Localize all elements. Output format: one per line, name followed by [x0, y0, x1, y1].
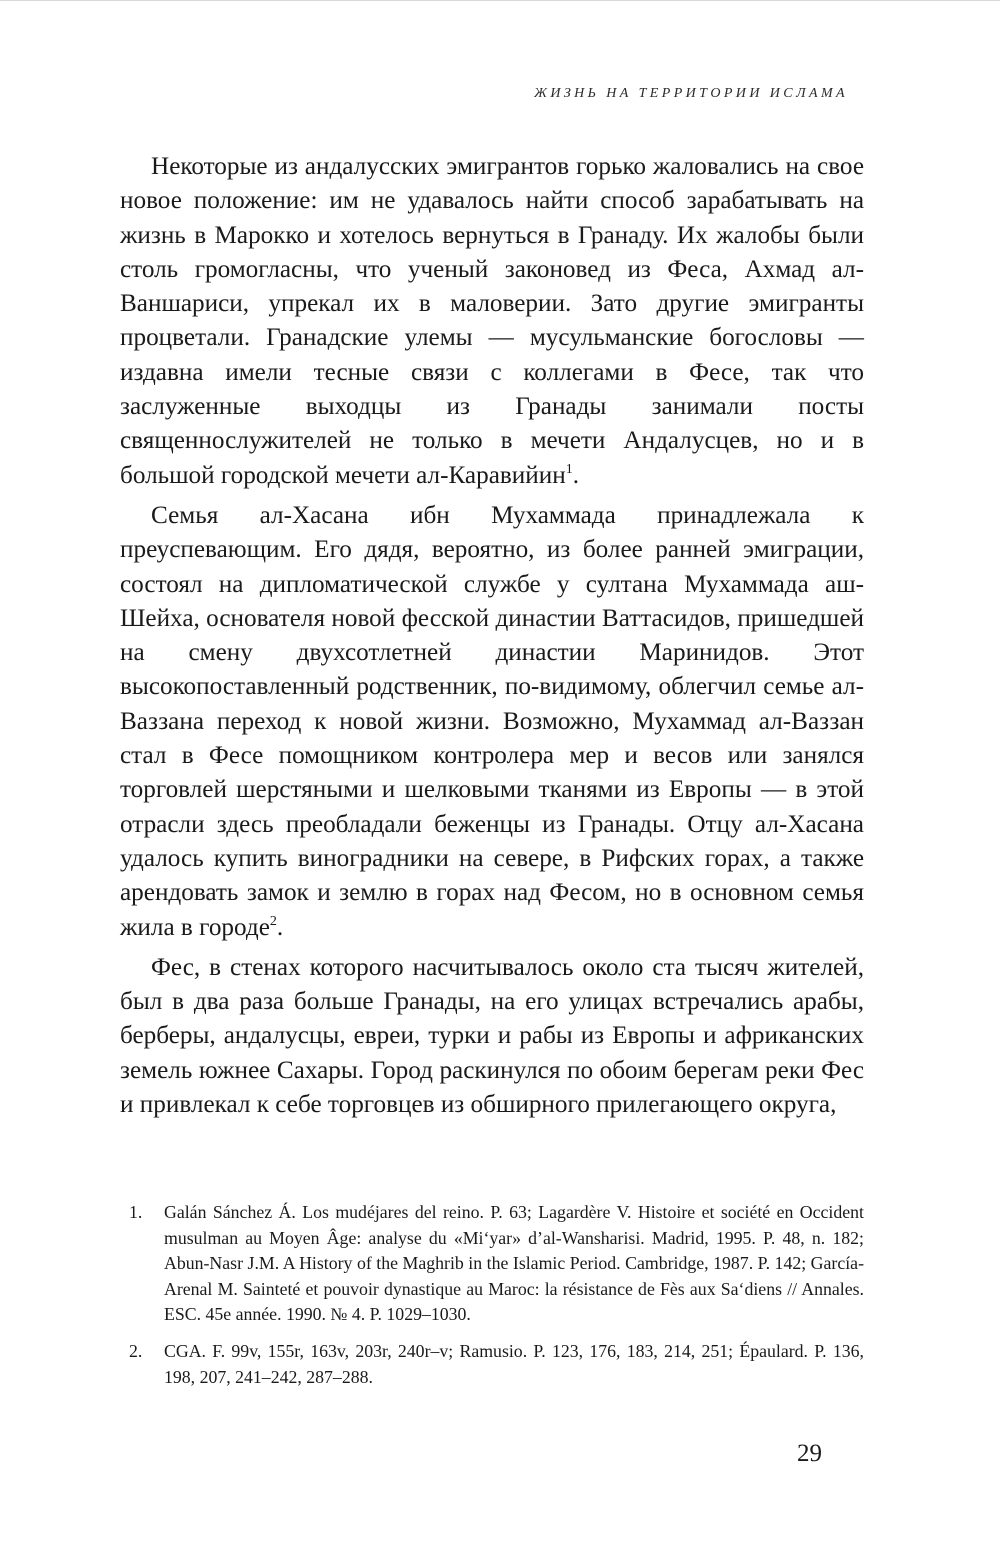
paragraph-2 [120, 499, 864, 945]
main-text [120, 150, 864, 1122]
paragraph-2-end: . [276, 913, 284, 941]
footnote-2-number: 2. [129, 1340, 143, 1361]
running-head: ЖИЗНЬ НА ТЕРРИТОРИИ ИСЛАМА [534, 86, 848, 101]
paragraph-1-end: . [572, 461, 579, 489]
paragraph-1-text: Некоторые из андалусских эмигрантов горько жаловались на свое новое положение: им не удавалось найти способ зарабатывать на жизнь в Марокко и хотелось вернуться в Гранаду. Их жалобы были столь громогласны, что ученый законовед из Феса, Ахмад ал-Ваншариси, упрекал их в маловерии. Зато другие эмигранты процветали. Гранадские улемы — мусульманские богословы — издавна имели тесные связи с коллегами в Фесе, так что заслуженные выходцы из Гранады занимали посты священнослужителей не только в мечети Андалусцев, но и в большой городской мечети ал-Каравийин [120, 153, 864, 489]
paragraph-3-text: Фес, в стенах которого насчитывалось около ста тысяч жителей, был в два раза больше Гранады, на его улицах встречались арабы, берберы, андалусцы, евреи, турки и рабы из Европы и африканских земель южнее Сахары. Город раскинулся по обоим берегам реки Фес и привлекал к себе торговцев из обширного прилегающего округа, [120, 953, 864, 1119]
footnote-ref-2[interactable]: 2 [269, 913, 277, 929]
footnote-ref-1[interactable]: 1 [565, 461, 573, 477]
paragraph-3 [120, 951, 864, 1122]
footnote-1-text: Galán Sánchez Á. Los mudéjares del reino. P. 63; Lagardère V. Histoire et société en Occident musulman au Moyen Âge: analyse du «Mi‘yar» d’al-Wansharisi. Madrid, 1995. P. 48, n. 182; Abun-Nasr J.M. A History of the Maghrib in the Islamic Period. Cambridge, 1987. P. 142; García-Arenal M. Sainteté et pouvoir dynastique au Maroc: la résistance de Fès aux Sa‘diens // Annales. ESC. 45e année. 1990. № 4. P. 1029–1030. [164, 1202, 864, 1325]
footnotes [120, 1200, 864, 1401]
footnote-1 [120, 1200, 864, 1328]
paragraph-1 [120, 150, 864, 493]
paragraph-2-text: Семья ал-Хасана ибн Мухаммада принадлежала к преуспевающим. Его дядя, вероятно, из более ранней эмиграции, состоял на дипломатической службе у султана Мухаммада аш-Шейха, основателя новой фесской династии Ваттасидов, пришедшей на смену двухсотлетней династии Маринидов. Этот высокопоставленный родственник, по-видимому, облегчил семье ал-Ваззана переход к новой жизни. Возможно, Мухаммад ал-Ваззан стал в Фесе помощником контролера мер и весов или занялся торговлей шерстяными и шелковыми тканями из Европы — в этой отрасли здесь преобладали беженцы из Гранады. Отцу ал-Хасана удалось купить виноградники на севере, в Рифских горах, а также арендовать замок и землю в горах над Фесом, но в основном семья жила в городе [120, 501, 864, 941]
page-number: 29 [797, 1440, 822, 1467]
footnote-2-text: CGA. F. 99v, 155r, 163v, 203r, 240r–v; Ramusio. P. 123, 176, 183, 214, 251; Épaulard. P. 136, 198, 207, 241–242, 287–288. [164, 1340, 864, 1387]
footnote-2 [120, 1339, 864, 1390]
top-edge-line [0, 0, 1000, 1]
footnote-1-number: 1. [129, 1202, 143, 1222]
